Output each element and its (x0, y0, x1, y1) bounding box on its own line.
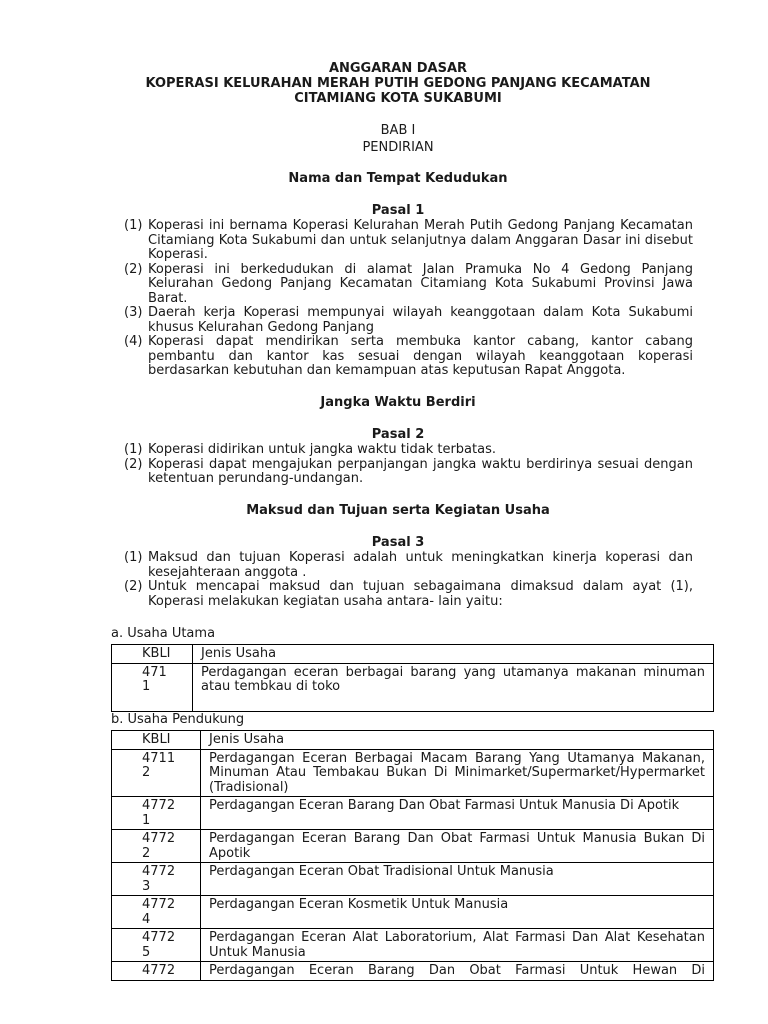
jenis-usaha: Perdagangan eceran berbagai barang yang utamanya makanan minuman atau tembkau di toko (193, 663, 714, 711)
pasal-2-heading: Pasal 2 (371, 427, 425, 442)
list-item: (4) Koperasi dapat mendirikan serta membuka kantor cabang, kantor cabang pembantu dan kantor kas sesuai dengan wilayah keanggotaan koperasi berdasarkan kebutuhan dan kemampuan atas keputusan Rapat Anggota. (124, 334, 693, 378)
table-row (112, 663, 714, 711)
pasal-1-heading: Pasal 1 (371, 203, 425, 218)
table-header-row (112, 731, 714, 750)
kbli-code: 4711 2 (112, 749, 201, 797)
header-kbli: KBLI (112, 731, 201, 750)
usaha-pendukung-table (111, 730, 714, 981)
jenis-usaha: Perdagangan Eceran Barang Dan Obat Farmasi Untuk Manusia Bukan Di Apotik (201, 830, 714, 863)
section-heading-maksud: Maksud dan Tujuan serta Kegiatan Usaha (246, 503, 550, 518)
table-row (112, 749, 714, 797)
section-heading-jangka: Jangka Waktu Berdiri (320, 395, 476, 410)
list-item: (1) Maksud dan tujuan Koperasi adalah untuk meningkatkan kinerja koperasi dan kesejahteraan anggota . (124, 550, 693, 580)
pasal-3-list (124, 551, 693, 609)
bab-title: PENDIRIAN (362, 140, 434, 155)
list-item: (2) Koperasi dapat mengajukan perpanjangan jangka waktu berdirinya sesuai dengan ketentuan perundang-undangan. (124, 456, 693, 486)
table-row (112, 797, 714, 830)
kbli-code: 4772 3 (112, 863, 201, 896)
document-heading (110, 61, 686, 106)
table-header-row (112, 645, 714, 664)
table-row (112, 929, 714, 962)
jenis-usaha: Perdagangan Eceran Barang Dan Obat Farmasi Untuk Manusia Di Apotik (201, 797, 714, 830)
jenis-usaha: Perdagangan Eceran Barang Dan Obat Farmasi Untuk Hewan Di (201, 962, 714, 981)
header-jenis-usaha: Jenis Usaha (193, 645, 714, 664)
section-heading-nama: Nama dan Tempat Kedudukan (288, 171, 508, 186)
kbli-code: 471 1 (112, 663, 193, 711)
kbli-code: 4772 5 (112, 929, 201, 962)
heading-line-1: ANGGARAN DASAR (328, 61, 468, 76)
list-item: (1) Koperasi ini bernama Koperasi Kelurahan Merah Putih Gedong Panjang Kecamatan Citamiang Kota Sukabumi dan untuk selanjutnya dalam Anggaran Dasar ini disebut Koperasi. (124, 218, 693, 262)
pasal-2-list (124, 443, 693, 487)
kbli-code: 4772 4 (112, 896, 201, 929)
header-kbli: KBLI (112, 645, 193, 664)
bab-number: BAB I (380, 123, 416, 138)
heading-line-2: KOPERASI KELURAHAN MERAH PUTIH GEDONG PANJANG KECAMATAN (145, 76, 651, 91)
usaha-utama-label: a. Usaha Utama (111, 626, 216, 641)
table-row (112, 863, 714, 896)
list-item: (2) Koperasi ini berkedudukan di alamat Jalan Pramuka No 4 Gedong Panjang Kelurahan Gedong Panjang Kecamatan Citamiang Kota Sukabumi Provinsi Jawa Barat. (124, 261, 693, 306)
table-row (112, 962, 714, 981)
usaha-pendukung-label: b. Usaha Pendukung (111, 712, 245, 727)
pasal-1-list (124, 219, 693, 379)
header-jenis-usaha: Jenis Usaha (201, 731, 714, 750)
jenis-usaha: Perdagangan Eceran Kosmetik Untuk Manusia (201, 896, 714, 929)
kbli-code: 4772 1 (112, 797, 201, 830)
jenis-usaha: Perdagangan Eceran Berbagai Macam Barang Yang Utamanya Makanan, Minuman Atau Tembakau Bukan Di Minimarket/Supermarket/Hypermarket (Tradisional) (201, 749, 714, 797)
list-item: (1) Koperasi didirikan untuk jangka waktu tidak terbatas. (124, 442, 496, 457)
jenis-usaha: Perdagangan Eceran Alat Laboratorium, Alat Farmasi Dan Alat Kesehatan Untuk Manusia (201, 929, 714, 962)
usaha-utama-table (111, 644, 714, 712)
heading-line-3: CITAMIANG KOTA SUKABUMI (294, 91, 502, 106)
pasal-3-heading: Pasal 3 (371, 535, 425, 550)
jenis-usaha: Perdagangan Eceran Obat Tradisional Untuk Manusia (201, 863, 714, 896)
list-item: (2) Untuk mencapai maksud dan tujuan sebagaimana dimaksud dalam ayat (1), Koperasi melakukan kegiatan usaha antara- lain yaitu: (124, 579, 693, 609)
table-row (112, 896, 714, 929)
kbli-code: 4772 (112, 962, 201, 981)
list-item: (3) Daerah kerja Koperasi mempunyai wilayah keanggotaan dalam Kota Sukabumi khusus Kelurahan Gedong Panjang (124, 305, 693, 335)
kbli-code: 4772 2 (112, 830, 201, 863)
table-row (112, 830, 714, 863)
